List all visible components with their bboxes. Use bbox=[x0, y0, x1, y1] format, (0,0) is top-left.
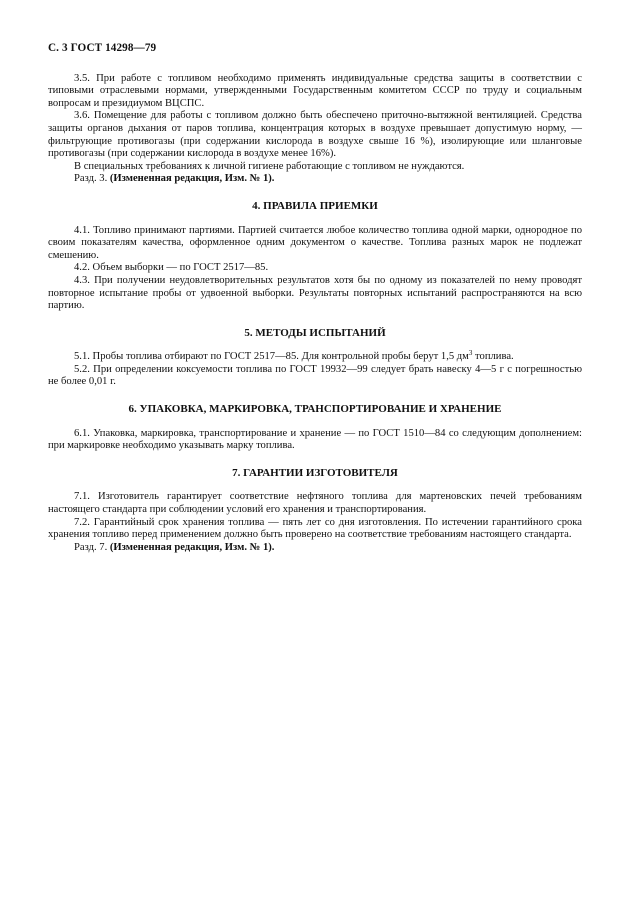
section-title: 7. ГАРАНТИИ ИЗГОТОВИТЕЛЯ bbox=[232, 466, 398, 479]
revision-prefix: Разд. 7. bbox=[74, 541, 110, 553]
document-page bbox=[48, 42, 582, 554]
section-title: 4. ПРАВИЛА ПРИЕМКИ bbox=[252, 199, 378, 212]
paragraph-4-3: 4.3. При получении неудовлетворительных результатов хотя бы по одному из показателей по нему проводят повторное испытание пробы от удвоенной выборки. Результаты повторных испытаний распространяются на всю партию. bbox=[48, 274, 582, 312]
paragraph-5-2: 5.2. При определении коксуемости топлива по ГОСТ 19932—99 следует брать навеску 4—5 г с погрешностью не более 0,01 г. bbox=[48, 363, 582, 388]
section-4 bbox=[48, 200, 582, 313]
section-title: 5. МЕТОДЫ ИСПЫТАНИЙ bbox=[244, 326, 386, 339]
paragraph-4-2: 4.2. Объем выборки — по ГОСТ 2517—85. bbox=[74, 262, 269, 274]
page-header: С. 3 ГОСТ 14298—79 bbox=[48, 42, 157, 54]
revision-note-section-7 bbox=[48, 542, 582, 555]
superscript-cubic: 3 bbox=[468, 349, 473, 358]
section-7 bbox=[48, 467, 582, 555]
section-6 bbox=[48, 403, 582, 453]
section-3-continued bbox=[48, 73, 582, 186]
paragraph-6-1: 6.1. Упаковка, маркировка, транспортирование и хранение — по ГОСТ 1510—84 со следующим дополнением: при маркировке необходимо указывать марку топлива. bbox=[48, 427, 582, 452]
paragraph-4-1: 4.1. Топливо принимают партиями. Партией считается любое количество топлива одной марки, однородное по своим показателям качества, оформленное одним документом о качестве. Топлива разных марок не подлежат смешению. bbox=[48, 224, 582, 261]
paragraph-hygiene: В специальных требованиях к личной гигиене работающие с топливом не нуждаются. bbox=[74, 160, 465, 172]
paragraph-3-5: 3.5. При работе с топливом необходимо применять индивидуальные средства защиты в соответствии с типовыми отраслевыми нормами, утвержденными Государственным комитетом СССР по труду и социальным вопросам и президиумом ВЦСПС. bbox=[48, 72, 582, 109]
section-title: 6. УПАКОВКА, МАРКИРОВКА, ТРАНСПОРТИРОВАНИЕ И ХРАНЕНИЕ bbox=[128, 403, 502, 416]
paragraph-3-6: 3.6. Помещение для работы с топливом должно быть обеспечено приточно-вытяжной вентиляцией. Средства защиты органов дыхания от паров топлива, концентрация которых в воздухе превышает допустимую норму, — фильтрующие противогазы (при содержании кислорода в воздухе свыше 16 %), изолирующие или шланговые противогазы (при содержании кислорода в воздухе менее 16%). bbox=[48, 110, 582, 160]
section-5 bbox=[48, 327, 582, 389]
paragraph-5-1: 5.1. Пробы топлива отбирают по ГОСТ 2517—85. Для контрольной пробы берут 1,5 $дм^3$ топлива. bbox=[74, 349, 514, 363]
revision-text: (Измененная редакция, Изм. № 1). bbox=[109, 173, 275, 185]
revision-note-section-3 bbox=[48, 173, 582, 186]
revision-prefix: Разд. 3. bbox=[74, 173, 110, 185]
revision-text: (Измененная редакция, Изм. № 1). bbox=[109, 541, 275, 553]
paragraph-7-2: 7.2. Гарантийный срок хранения топлива — пять лет со дня изготовления. По истечении гарантийного срока хранения топливо перед применением должно быть проверено на соответствие требованиям настоящего стандарта. bbox=[48, 516, 582, 541]
paragraph-7-1: 7.1. Изготовитель гарантирует соответствие нефтяного топлива для мартеновских печей требованиям настоящего стандарта при соблюдении условий его хранения и транспортирования. bbox=[48, 491, 582, 516]
